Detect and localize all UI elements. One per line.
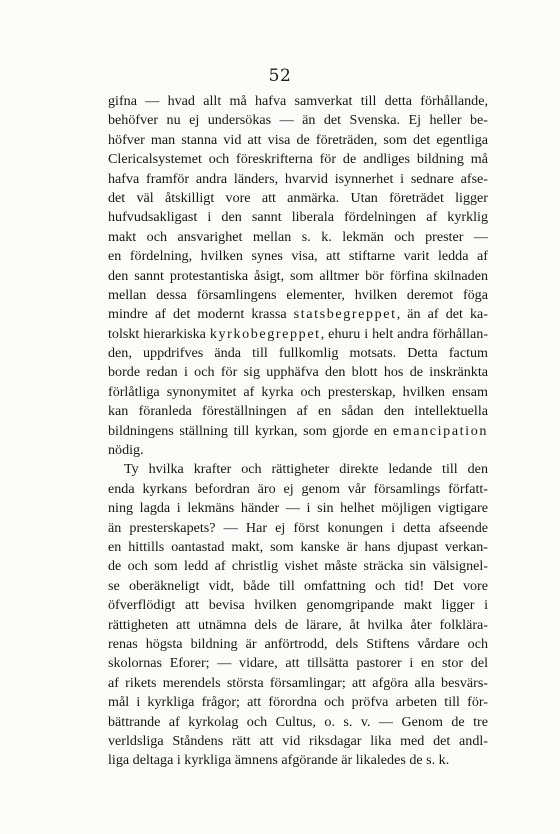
line-text: höfver man stanna vid att visa de företräden, som det egentliga [108, 131, 488, 148]
line-text: den, uppdrifves ända till fullkomlig motsats. Detta factum [108, 345, 488, 362]
text-line [108, 111, 488, 130]
line-text: nödig. [108, 442, 144, 459]
line-text: borde redan i och för sig upphäfva den blott hos de inskränkta [108, 364, 488, 381]
text-line [108, 131, 488, 150]
line-text: förlåtliga synonymitet af kyrka och presterskap, hvilken ensam [108, 383, 488, 400]
text-line [108, 267, 488, 286]
spaced-emphasis-text: statsbegreppet [293, 306, 397, 323]
line-text: ning lagda i lekmäns händer — i sin helhet möjligen vigtigare [108, 500, 488, 517]
text-line [108, 713, 488, 732]
text-line [108, 596, 488, 615]
text-line [108, 460, 488, 479]
text-line [108, 228, 488, 247]
line-text: gifna — hvad allt må hafva samverkat till detta förhållande, [108, 93, 488, 109]
text-line [108, 557, 488, 576]
text-line [108, 751, 488, 770]
text-line [108, 208, 488, 227]
text-line [108, 441, 488, 460]
text-line [108, 480, 488, 499]
line-text: kan föranleda föreställningen af en sådan den intellektuella [108, 403, 488, 420]
line-text: öfverflödigt att bevisa hvilken genomgripande makt ligger i [108, 597, 488, 614]
line-text: se oberäkneligt vidt, både till omfattning och tid! Det vore [108, 577, 488, 594]
line-text: liga deltaga i kyrkliga ämnens afgörande är likaledes de s. k. [108, 752, 450, 769]
line-text: mindre af det modernt krassa [108, 306, 294, 323]
line-text-tail: , än af det ka- [396, 306, 488, 323]
line-text: än presterskapets? — Har ej först konungen i detta afseende [108, 519, 488, 536]
text-line [108, 402, 488, 421]
page-number: 52 [268, 66, 292, 86]
line-text: renas högsta bildning är anförtrodd, dels Stiftens vårdare och [108, 635, 488, 652]
text-line [108, 247, 488, 266]
line-text: tolskt hierarkiska [108, 325, 210, 342]
text-line [108, 499, 488, 518]
text-line [108, 616, 488, 635]
line-text: af rikets merendels största församlingar; att afgöra alla besvärs- [108, 674, 488, 691]
line-text: Ty hvilka krafter och rättigheter direkte ledande till den [124, 461, 488, 478]
line-text: verldsliga Ståndens rätt att vid riksdagar lika med det andl- [108, 732, 488, 749]
text-line [108, 654, 488, 673]
text-line [108, 383, 488, 402]
text-line [108, 286, 488, 305]
text-line [108, 325, 488, 344]
line-text: hufvudsakligast i den sannt liberala fördelningen af kyrklig [108, 209, 488, 226]
line-text-tail: , ehuru i helt andra förhållan- [320, 325, 489, 342]
spaced-emphasis-text: kyrkobegreppet [209, 325, 321, 342]
line-text: en hittills oantastad makt, som kanske är hans djupast verkan- [108, 538, 488, 555]
line-text: Clericalsystemet och föreskrifterna för de andliges bildning må [108, 151, 488, 168]
line-text: enda kyrkans befordran äro ej genom vår församlings författ- [108, 480, 488, 497]
line-text: den sannt protestantiska åsigt, som alltmer bör förfina skilnaden [108, 267, 488, 284]
line-text: bättrande af kyrkolag och Cultus, o. s. v. — Genom de tre [108, 713, 488, 730]
line-text: skolornas Eforer; — vidare, att tillsätta pastorer i en stor del [108, 655, 488, 672]
text-line [108, 577, 488, 596]
line-text: behöfver nu ej undersökas — än det Svenska. Ej heller be- [108, 112, 488, 129]
text-line [108, 363, 488, 382]
line-text: det väl åtskilligt vore att anmärka. Utan företrädet ligger [108, 189, 488, 206]
text-line [108, 674, 488, 693]
text-line [108, 422, 488, 441]
text-line [108, 189, 488, 208]
line-text: mellan dessa församlingens elementer, hvilken deremot föga [108, 286, 488, 303]
text-line [108, 344, 488, 363]
line-text: hafva framför andra länders, hvarvid isynnerhet i sednare afse- [108, 170, 488, 187]
line-text: mål i kyrkliga frågor; att förordna och pröfva arbeten till för- [108, 694, 488, 711]
text-line [108, 170, 488, 189]
text-line [108, 538, 488, 557]
line-text: rättigheten att utnämna dels de lärare, åt hvilka åter folklära- [108, 616, 488, 633]
line-text: de och som ledd af christlig vishet måste sträcka sin välsignel- [108, 558, 488, 575]
line-text: makt och ansvarighet mellan s. k. lekmän och prester — [108, 228, 488, 245]
text-line [108, 92, 488, 111]
text-line [108, 519, 488, 538]
body-text [108, 92, 488, 771]
spaced-emphasis-text: emancipation [392, 422, 488, 439]
text-line [108, 305, 488, 324]
text-line [108, 732, 488, 751]
text-line [108, 693, 488, 712]
line-text: en fördelning, hvilken synes visa, att stiftarne varit ledda af [108, 248, 488, 265]
line-text: bildningens ställning till kyrkan, som gjorde en [108, 422, 393, 439]
text-line [108, 150, 488, 169]
text-line [108, 635, 488, 654]
